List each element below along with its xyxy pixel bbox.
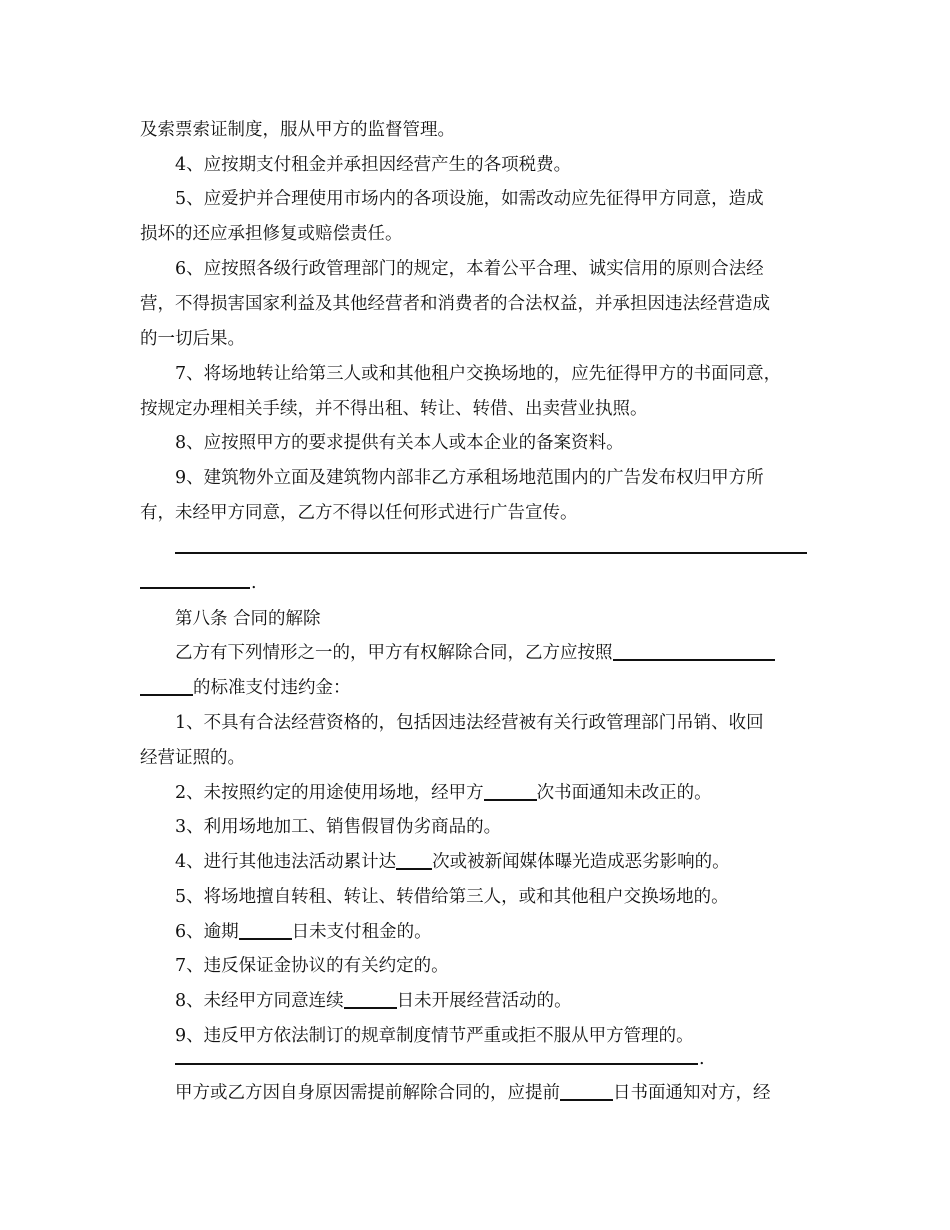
paragraph-line: 4、应按期支付租金并承担因经营产生的各项税费。 (175, 155, 572, 175)
paragraph-text: 日未开展经营活动的。 (396, 991, 572, 1011)
paragraph-line: 9、违反甲方依法制订的规章制度情节严重或拒不服从甲方管理的。 (175, 1026, 694, 1046)
paragraph-text: 4、进行其他违法活动累计达 (175, 852, 397, 872)
penalty-standard-blank (140, 676, 193, 694)
paragraph-line: 经营证照的。 (140, 748, 245, 768)
paragraph-text: 次书面通知未改正的。 (536, 783, 712, 803)
paragraph-text: 乙方有下列情形之一的，甲方有权解除合同，乙方应按照 (175, 643, 613, 663)
paragraph-line (175, 775, 712, 811)
paragraph-line (140, 670, 351, 706)
blank-end-period: . (251, 573, 257, 593)
blank-line (175, 552, 807, 554)
paragraph-line: 7、将场地转让给第三人或和其他租户交换场地的，应先征得甲方的书面同意， (175, 364, 782, 384)
inactive-days-blank (344, 989, 397, 1007)
paragraph-line (175, 1075, 771, 1111)
paragraph-line: 6、应按照各级行政管理部门的规定，本着公平合理、诚实信用的原则合法经 (175, 259, 764, 279)
penalty-standard-blank (613, 641, 775, 659)
overdue-days-blank (239, 920, 292, 938)
section-heading: 第八条 合同的解除 (175, 609, 321, 629)
paragraph-line: 按规定办理相关手续，并不得出租、转让、转借、出卖营业执照。 (140, 399, 648, 419)
paragraph-line: 及索票索证制度，服从甲方的监督管理。 (140, 120, 455, 140)
paragraph-text: 的标准支付违约金： (193, 678, 351, 698)
paragraph-line: 损坏的还应承担修复或赔偿责任。 (140, 224, 403, 244)
paragraph-line: 9、建筑物外立面及建筑物内部非乙方承租场地范围内的广告发布权归甲方所 (175, 468, 764, 488)
paragraph-text: 6、逾期 (175, 922, 239, 942)
blank-line (140, 587, 250, 589)
paragraph-line: 1、不具有合法经营资格的，包括因违法经营被有关行政管理部门吊销、收回 (175, 713, 764, 733)
paragraph-line: 8、应按照甲方的要求提供有关本人或本企业的备案资料。 (175, 433, 624, 453)
paragraph-text: 8、未经甲方同意连续 (175, 991, 344, 1011)
blank-end-period: . (699, 1049, 705, 1069)
paragraph-line (175, 635, 775, 671)
violation-count-blank (396, 850, 432, 868)
paragraph-line: 营，不得损害国家利益及其他经营者和消费者的合法权益，并承担因违法经营造成 (140, 294, 770, 314)
paragraph-text: 日书面通知对方，经 (613, 1083, 771, 1103)
paragraph-text: 次或被新闻媒体曝光造成恶劣影响的。 (432, 852, 730, 872)
paragraph-line: 7、违反保证金协议的有关约定的。 (175, 956, 449, 976)
paragraph-text: 2、未按照约定的用途使用场地，经甲方 (175, 783, 484, 803)
notice-days-blank (560, 1081, 613, 1099)
paragraph-line (175, 914, 432, 950)
paragraph-line: 5、应爱护并合理使用市场内的各项设施，如需改动应先征得甲方同意，造成 (175, 189, 764, 209)
notice-count-blank (484, 781, 537, 799)
paragraph-line: 3、利用场地加工、销售假冒伪劣商品的。 (175, 817, 502, 837)
paragraph-line (175, 983, 572, 1019)
paragraph-line: 5、将场地擅自转租、转让、转借给第三人，或和其他租户交换场地的。 (175, 887, 729, 907)
paragraph-line: 有，未经甲方同意，乙方不得以任何形式进行广告宣传。 (140, 503, 578, 523)
paragraph-text: 日未支付租金的。 (291, 922, 432, 942)
paragraph-text: 甲方或乙方因自身原因需提前解除合同的，应提前 (175, 1083, 560, 1103)
paragraph-line: 的一切后果。 (140, 329, 245, 349)
paragraph-line (175, 844, 730, 880)
blank-line (175, 1063, 698, 1065)
